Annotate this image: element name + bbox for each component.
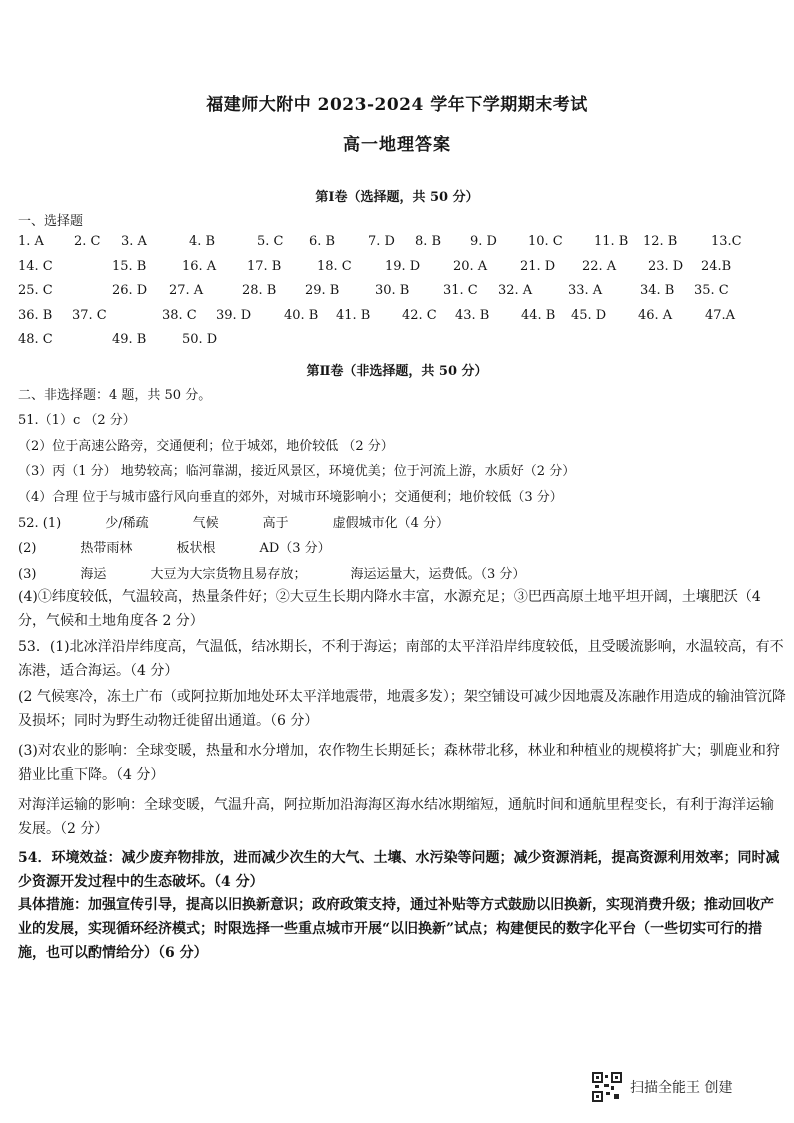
q52-2-num: (2) [18, 541, 37, 556]
part1-heading: 第Ⅰ卷（选择题，共 50 分） [315, 190, 479, 205]
answer-item: 24.B [701, 258, 732, 274]
answer-item: 27. A [169, 283, 204, 298]
answer-item: 46. A [638, 307, 673, 323]
q54-part-1: 54．环境效益：减少废弃物排放，进而减少次生的大气、土壤、水污染等问题；减少资源消耗，提高资源利用效率；同时减少资源开发过程中的生态破坏。（4 分） [18, 850, 780, 890]
q52-3-a: 海运 [80, 567, 107, 582]
answer-row [18, 332, 778, 357]
answer-item: 44. B [521, 307, 556, 323]
answer-item: 31. C [443, 283, 478, 298]
answer-item: 4. B [189, 234, 216, 249]
answer-item: 45. D [571, 307, 607, 323]
answer-item: 9. D [470, 234, 497, 249]
q52-2-a: 热带雨林 [80, 541, 133, 556]
answer-item: 7. D [368, 234, 395, 249]
answer-item: 32. A [498, 283, 533, 298]
answer-item: 22. A [582, 258, 617, 274]
answer-item: 41. B [336, 307, 371, 323]
answer-item: 36. B [18, 307, 53, 323]
answer-item: 6. B [309, 234, 336, 249]
answer-item: 14. C [18, 258, 53, 274]
q51-line-4: （4）合理 位于与城市盛行风向垂直的郊外，对城市环境影响小；交通便利；地价较低（3 分） [18, 490, 563, 505]
watermark-text: 扫描全能王 创建 [630, 1080, 733, 1096]
answer-item: 3. A [121, 234, 147, 249]
q52-1-c: 高于 [262, 516, 289, 531]
q52-3-num: (3) [18, 567, 37, 582]
answer-item: 17. B [247, 258, 282, 274]
q53-part-2: (2 气候寒冷，冻土广布（或阿拉斯加地处环太平洋地震带，地震多发）；架空铺设可减少因地震及冻融作用造成的输油管沉降及损坏；同时为野生动物迁徙留出通道。（6 分） [18, 689, 786, 729]
answer-row [18, 283, 778, 308]
answer-item: 5. C [257, 234, 284, 249]
q52-1-b: 气候 [192, 516, 219, 531]
answer-item: 34. B [640, 283, 675, 298]
answer-item: 28. B [242, 283, 277, 298]
answer-item: 42. C [402, 307, 437, 323]
answer-item: 38. C [162, 307, 197, 323]
answer-item: 19. D [385, 258, 421, 274]
q52-1-a: 少/稀疏 [105, 516, 149, 531]
q53-part-4: 对海洋运输的影响：全球变暖，气温升高，阿拉斯加沿海海区海水结冰期缩短，通航时间和通航里程变长，有利于海洋运输发展。（2 分） [18, 797, 774, 837]
answer-item: 35. C [694, 283, 729, 298]
exam-title: 福建师大附中 2023-2024 学年下学期期末考试 [206, 95, 588, 115]
answer-item: 39. D [216, 307, 252, 323]
answer-item: 16. A [182, 258, 217, 274]
answer-item: 50. D [182, 332, 218, 347]
q52-3-b: 大豆为大宗货物且易存放； [150, 567, 307, 582]
answer-item: 40. B [284, 307, 319, 323]
q52-line-1 [18, 512, 449, 531]
section-label-nonchoice: 二、非选择题：4 题，共 50 分。 [18, 388, 212, 403]
q52-line-4: (4)①纬度较低，气温较高，热量条件好；②大豆生长期内降水丰富，水源充足；③巴西高原土地平坦开阔，土壤肥沃（4 分，气候和土地角度各 2 分） [18, 589, 761, 629]
answer-item: 8. B [415, 234, 442, 249]
q53-part-3: (3)对农业的影响：全球变暖，热量和水分增加，农作物生长期延长；森林带北移，林业和种植业的规模将扩大；驯鹿业和狩猎业比重下降。（4 分） [18, 743, 780, 783]
camscanner-qr-icon [592, 1072, 622, 1102]
q52-2-c: AD（3 分） [259, 541, 331, 556]
q52-1-num: 52. (1) [18, 516, 62, 531]
answer-item: 23. D [648, 258, 684, 274]
scanner-watermark [592, 1072, 732, 1102]
answer-item: 13.C [711, 234, 742, 249]
q52-line-3 [18, 563, 525, 582]
answer-item: 33. A [568, 283, 603, 298]
choice-answer-grid [18, 234, 778, 357]
answer-item: 12. B [643, 234, 678, 249]
answer-item: 29. B [305, 283, 340, 298]
answer-item: 20. A [453, 258, 488, 274]
q54-part-2: 具体措施：加强宣传引导，提高以旧换新意识；政府政策支持，通过补贴等方式鼓励以旧换新，实现消费升级；推动回收产业的发展，实现循环经济模式；时限选择一些重点城市开展“以旧换新”试点；构建便民的数字化平台（一些切实可行的措施，也可以酌情给分）（6 分） [18, 897, 774, 961]
q53-part-1: 53．(1)北冰洋沿岸纬度高，气温低，结冰期长，不利于海运；南部的太平洋沿岸纬度较低，且受暖流影响，水温较高，有不冻港，适合海运。（4 分） [18, 639, 784, 679]
answer-item: 49. B [112, 332, 147, 347]
part2-heading: 第Ⅱ卷（非选择题，共 50 分） [306, 364, 488, 379]
q52-3-c: 海运运量大，运费低。（3 分） [350, 567, 526, 582]
answer-item: 43. B [455, 307, 490, 323]
q51-line-3: （3）丙（1 分） 地势较高；临河靠湖，接近风景区，环境优美；位于河流上游，水质好（2 分） [18, 464, 576, 479]
answer-item: 37. C [72, 307, 107, 323]
answer-item: 11. B [594, 234, 629, 249]
answer-item: 1. A [18, 234, 44, 249]
q51-line-2: （2）位于高速公路旁，交通便利；位于城郊，地价较低 （2 分） [18, 439, 394, 454]
q52-line-2 [18, 537, 331, 556]
q51-line-1: 51.（1）c （2 分） [18, 413, 136, 428]
answer-item: 10. C [528, 234, 563, 249]
exam-subtitle: 高一地理答案 [343, 135, 451, 155]
section-label-choice: 一、选择题 [18, 214, 84, 229]
answer-item: 21. D [520, 258, 556, 274]
answer-item: 47.A [705, 307, 736, 323]
q52-2-b: 板状根 [176, 541, 216, 556]
answer-item: 15. B [112, 258, 147, 274]
answer-item: 18. C [317, 258, 352, 274]
answer-item: 30. B [375, 283, 410, 298]
q52-1-d: 虚假城市化（4 分） [332, 516, 450, 531]
answer-row [18, 234, 778, 259]
answer-item: 2. C [74, 234, 101, 249]
answer-item: 26. D [112, 283, 148, 298]
answer-row [18, 259, 778, 284]
answer-row [18, 308, 778, 333]
answer-item: 25. C [18, 283, 53, 298]
answer-item: 48. C [18, 332, 53, 347]
